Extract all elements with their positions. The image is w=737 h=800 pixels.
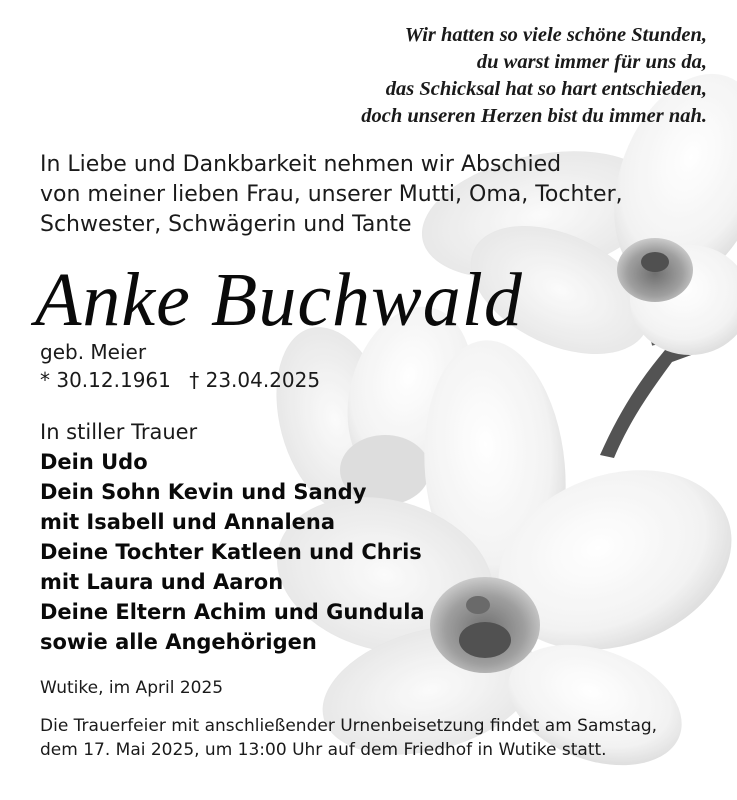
mourner-line: mit Laura und Aaron [40, 570, 284, 594]
mourner-line: Deine Eltern Achim und Gundula [40, 600, 425, 624]
poem-line: das Schicksal hat so hart entschieden, [385, 78, 707, 100]
poem-line: du warst immer für uns da, [476, 51, 707, 73]
poem-line: doch unseren Herzen bist du immer nah. [361, 105, 707, 127]
service-line: dem 17. Mai 2025, um 13:00 Uhr auf dem Friedhof in Wutike statt. [40, 740, 607, 760]
mourner-line: Dein Udo [40, 450, 148, 474]
death-date: † 23.04.2025 [189, 368, 321, 392]
deceased-name: Anke Buchwald [35, 258, 523, 342]
mourner-line: sowie alle Angehörigen [40, 630, 317, 654]
mourner-line: Deine Tochter Katleen und Chris [40, 540, 422, 564]
service-line: Die Trauerfeier mit anschließender Urnenbeisetzung findet am Samstag, [40, 716, 658, 736]
life-dates [40, 366, 460, 394]
poem-line: Wir hatten so viele schöne Stunden, [404, 24, 707, 46]
intro-text [40, 150, 680, 240]
mourners [40, 417, 560, 657]
intro-line: von meiner lieben Frau, unserer Mutti, Oma, Tochter, [40, 182, 623, 207]
deceased-details [40, 338, 460, 394]
mourners-list [40, 447, 560, 657]
place-and-date: Wutike, im April 2025 [40, 678, 224, 698]
mourner-line: mit Isabell und Annalena [40, 510, 336, 534]
mourners-lead: In stiller Trauer [40, 420, 198, 444]
birth-date: * 30.12.1961 [40, 368, 171, 392]
maiden-name: geb. Meier [40, 340, 147, 364]
intro-line: Schwester, Schwägerin und Tante [40, 212, 412, 237]
intro-line: In Liebe und Dankbarkeit nehmen wir Abschied [40, 152, 562, 177]
funeral-service-info [40, 714, 730, 762]
mourner-line: Dein Sohn Kevin und Sandy [40, 480, 367, 504]
poem [287, 22, 707, 130]
